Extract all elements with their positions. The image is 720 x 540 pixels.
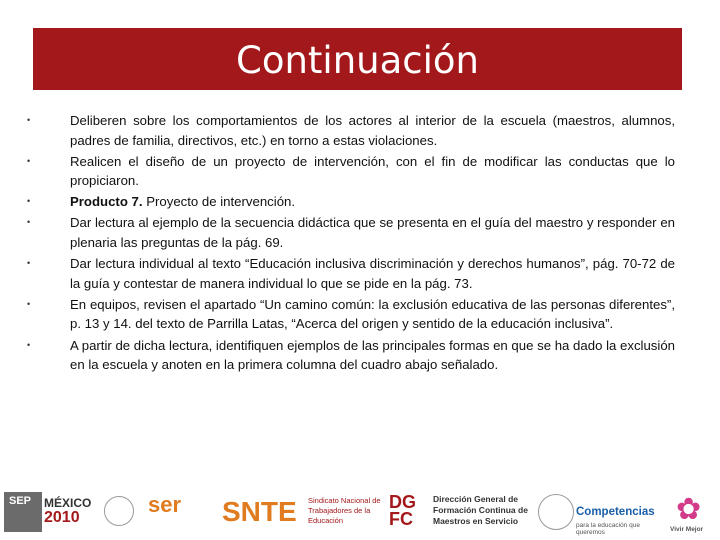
item-text: Proyecto de intervención. — [142, 194, 296, 210]
bullet-icon: • — [27, 115, 31, 125]
mexico-2010-logo: MÉXICO 2010 — [44, 496, 92, 526]
item-text: A partir de dicha lectura, identifiquen ejemplos de las principales formas en que se ha dado la exclusión en la escuela y anoten en la primera columna del cuadro abajo señalado. — [70, 337, 675, 373]
competencias-logo: Competencias para la educación que queremos — [576, 506, 655, 536]
footer-logos — [0, 488, 720, 540]
vivir-mejor-logo: ✿ Vivir Mejor — [670, 493, 704, 533]
bullet-icon: • — [27, 339, 31, 350]
bullet-icon: • — [27, 258, 31, 269]
title-bar — [33, 28, 682, 90]
item-bold: Producto 7. — [70, 194, 143, 210]
list-item — [27, 336, 675, 375]
item-text: Deliberen sobre los comportamientos de los actores al interior de la escuela (maestros, alumnos, padres de familia, directivos, etc.) en torno a estas violaciones. — [70, 113, 675, 148]
bullet-list — [27, 111, 675, 376]
bullet-icon: • — [27, 155, 31, 166]
list-item — [27, 111, 675, 150]
bullet-icon: • — [27, 196, 31, 207]
dgfcms-name: Dirección General de Formación Continua de Maestros en Servicio — [433, 494, 528, 526]
snte-logo: SNTE — [222, 496, 297, 527]
list-item — [27, 254, 675, 293]
item-text: En equipos, revisen el apartado “Un camino común: la exclusión educativa de las personas diferentes”, p. 13 y 14. del texto de Parrilla Latas, “Acerca del origen y sentido de la educación inclusiva”. — [70, 296, 675, 332]
bullet-icon: • — [27, 298, 31, 309]
bullet-icon: • — [27, 217, 31, 228]
competencias-seal-icon — [538, 494, 574, 530]
item-text: Dar lectura al ejemplo de la secuencia didáctica que se presenta en el guía del maestro y responder en plenaria las preguntas de la pág. 69. — [70, 215, 675, 251]
list-item — [27, 192, 675, 212]
page-title: Continuación — [236, 39, 479, 82]
national-seal-icon — [104, 496, 134, 526]
list-item — [27, 295, 675, 334]
dgfcms-logo: DG FC — [389, 492, 416, 529]
list-item — [27, 213, 675, 252]
flower-icon: ✿ — [676, 493, 702, 526]
item-text: Realicen el diseño de un proyecto de intervención, con el fin de modificar las conductas que lo propiciaron. — [70, 153, 675, 189]
list-item — [27, 152, 675, 191]
item-text: Dar lectura individual al texto “Educación inclusiva discriminación y derechos humanos”, pág. 70-72 de la guía y contestar de manera individual lo que se pide en la pág. 73. — [70, 256, 675, 291]
snte-name: Sindicato Nacional de Trabajadores de la Educación — [308, 496, 381, 525]
ser-logo: ser — [148, 492, 182, 517]
sep-logo: SEP — [4, 492, 42, 532]
